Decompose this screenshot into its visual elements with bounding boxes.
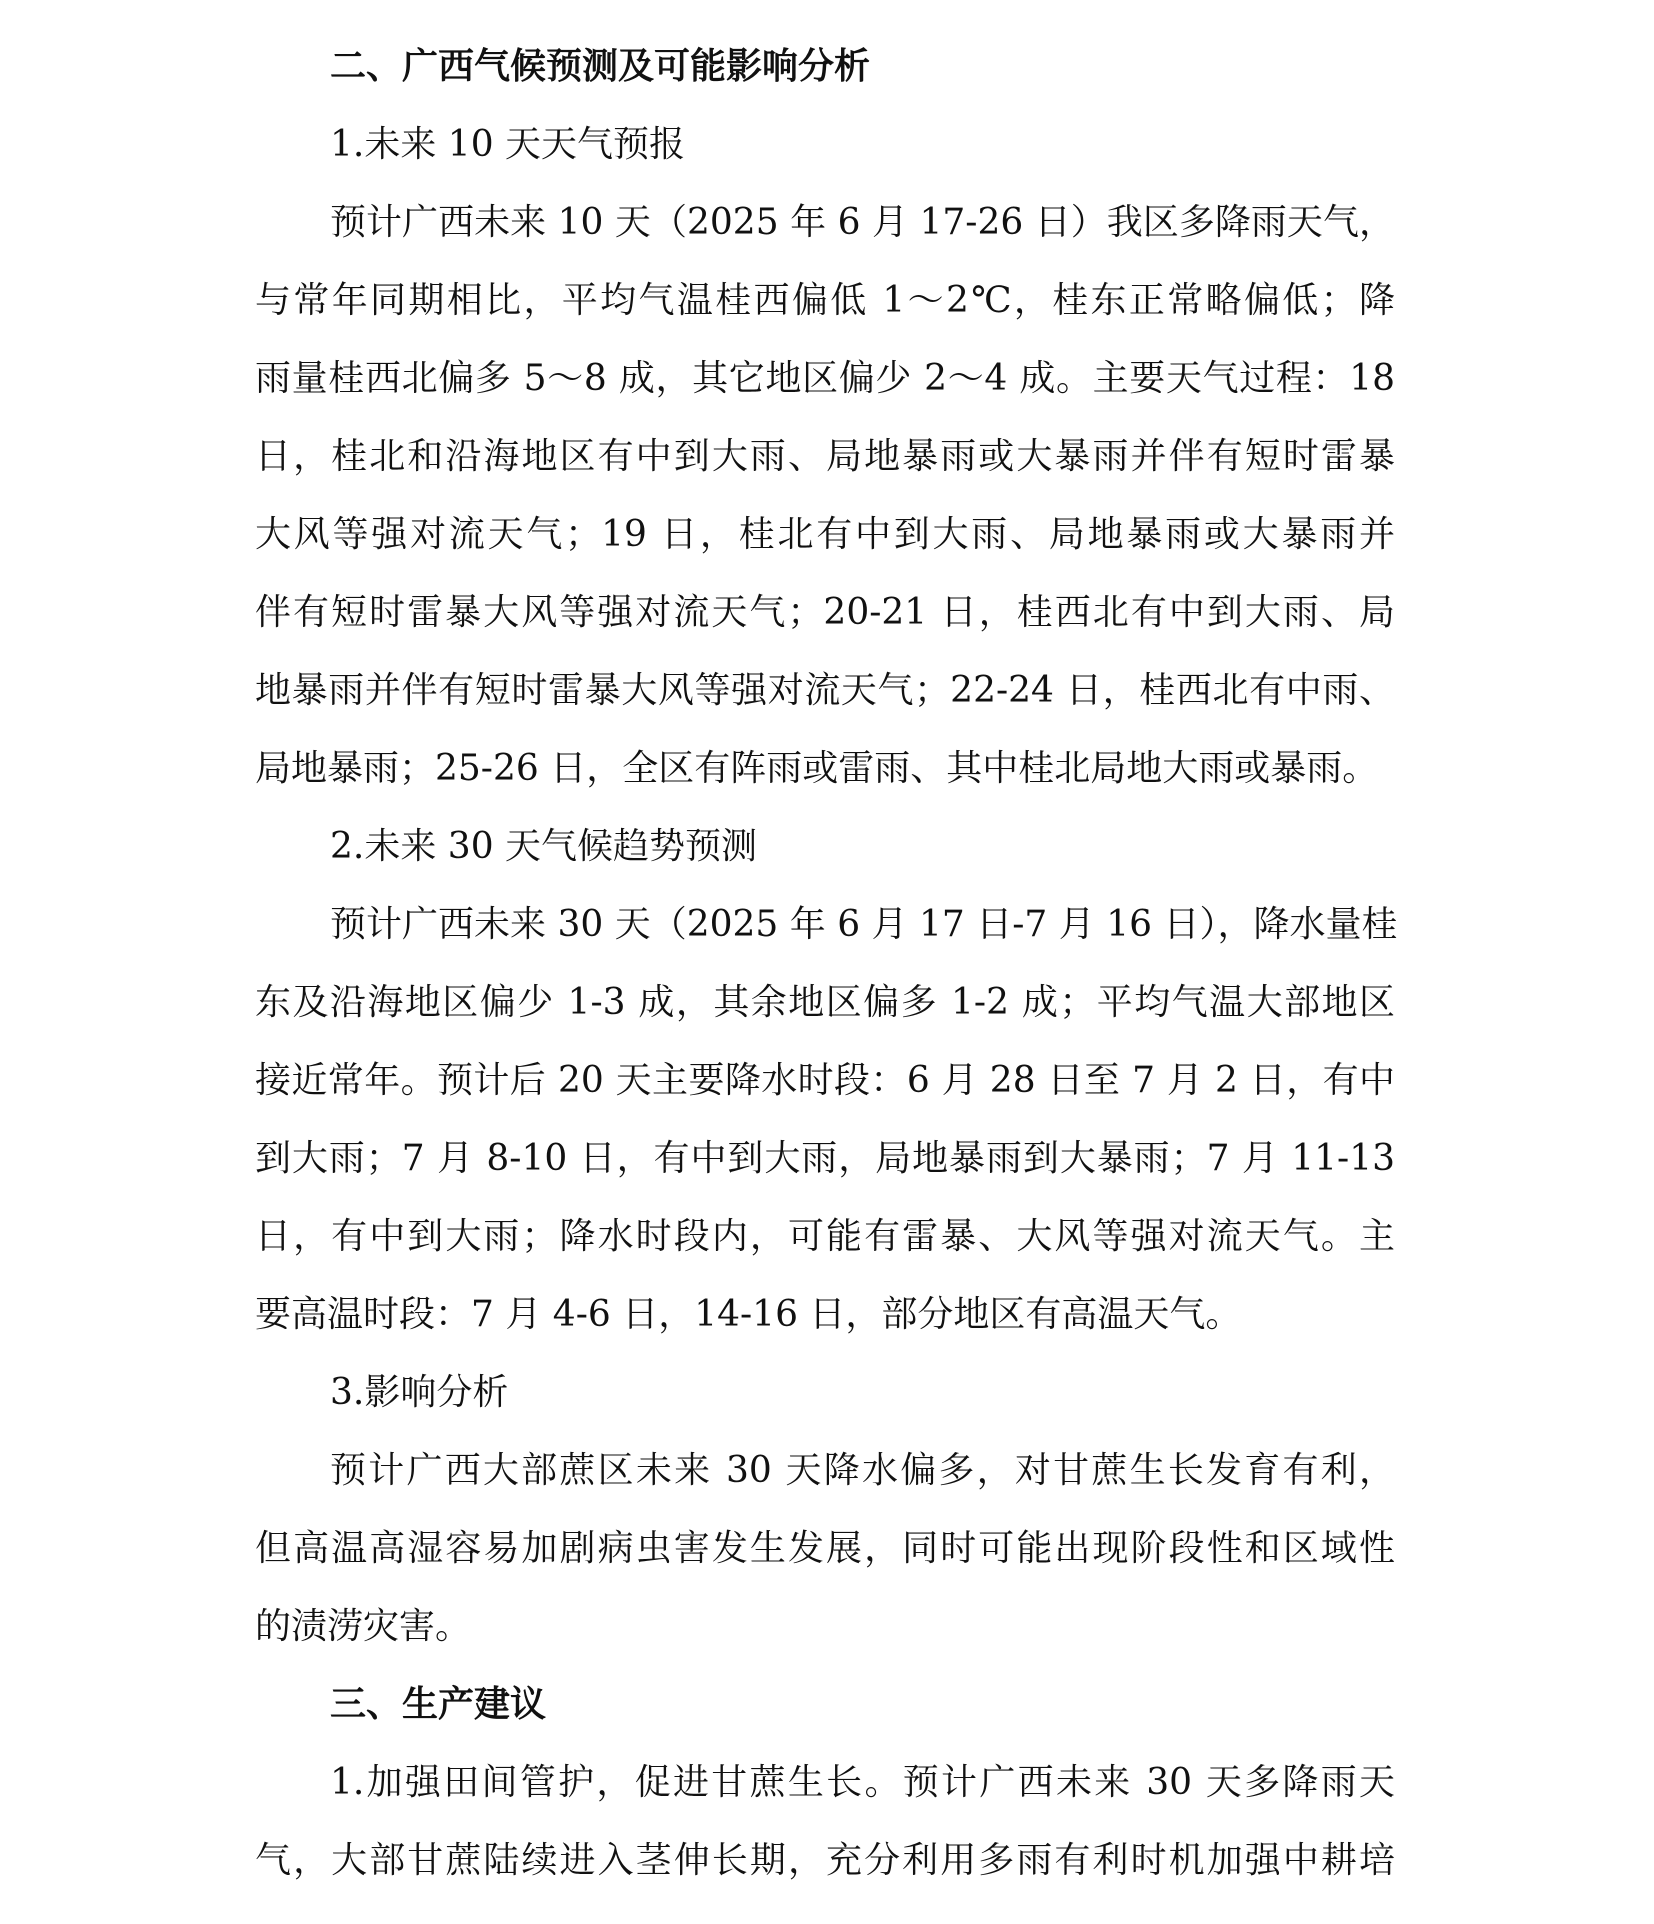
text-line: 雨量桂西北偏多 5～8 成，其它地区偏少 2～4 成。主要天气过程：18 [255,358,1395,399]
text-line: 局地暴雨；25-26 日，全区有阵雨或雷雨、其中桂北局地大雨或暴雨。 [255,748,1379,789]
section-heading-climate-forecast: 二、广西气候预测及可能影响分析 [330,46,871,87]
text-line: 与常年同期相比，平均气温桂西偏低 1～2℃，桂东正常略偏低；降 [255,280,1395,321]
paragraph-10-day-forecast [255,184,1395,808]
text-line: 伴有短时雷暴大风等强对流天气；20-21 日，桂西北有中到大雨、局 [255,592,1395,633]
text-line: 东及沿海地区偏少 1-3 成，其余地区偏多 1-2 成；平均气温大部地区 [255,982,1395,1023]
text-line: 日，有中到大雨；降水时段内，可能有雷暴、大风等强对流天气。主 [255,1216,1395,1257]
document-page [255,28,1398,1900]
text-line: 地暴雨并伴有短时雷暴大风等强对流天气；22-24 日，桂西北有中雨、 [255,670,1395,711]
subheading-30-day-trend: 2.未来 30 天气候趋势预测 [330,826,758,867]
paragraph-30-day-trend [255,886,1398,1354]
text-line: 的渍涝灾害。 [255,1606,472,1647]
section-heading-production-advice: 三、生产建议 [330,1684,547,1725]
paragraph-impact-analysis [255,1432,1395,1666]
paragraph-production-advice [255,1744,1395,1900]
text-line: 但高温高湿容易加剧病虫害发生发展，同时可能出现阶段性和区域性 [255,1528,1395,1569]
text-line: 日，桂北和沿海地区有中到大雨、局地暴雨或大暴雨并伴有短时雷暴 [255,436,1395,477]
text-line: 预计广西大部蔗区未来 30 天降水偏多，对甘蔗生长发育有利， [330,1450,1395,1491]
text-line: 1.加强田间管护，促进甘蔗生长。预计广西未来 30 天多降雨天 [330,1762,1395,1803]
text-line: 要高温时段：7 月 4-6 日，14-16 日，部分地区有高温天气。 [255,1294,1242,1335]
subheading-impact-analysis: 3.影响分析 [330,1372,509,1413]
text-line: 接近常年。预计后 20 天主要降水时段：6 月 28 日至 7 月 2 日，有中 [255,1060,1395,1101]
text-line: 大风等强对流天气；19 日，桂北有中到大雨、局地暴雨或大暴雨并 [255,514,1395,555]
text-line: 预计广西未来 30 天（2025 年 6 月 17 日-7 月 16 日），降水量桂 [330,904,1398,945]
text-line: 预计广西未来 10 天（2025 年 6 月 17-26 日）我区多降雨天气， [330,202,1395,243]
subheading-10-day-forecast: 1.未来 10 天天气预报 [330,124,686,165]
text-line: 到大雨；7 月 8-10 日，有中到大雨，局地暴雨到大暴雨；7 月 11-13 [255,1138,1395,1179]
text-line: 气，大部甘蔗陆续进入茎伸长期，充分利用多雨有利时机加强中耕培 [255,1840,1395,1881]
